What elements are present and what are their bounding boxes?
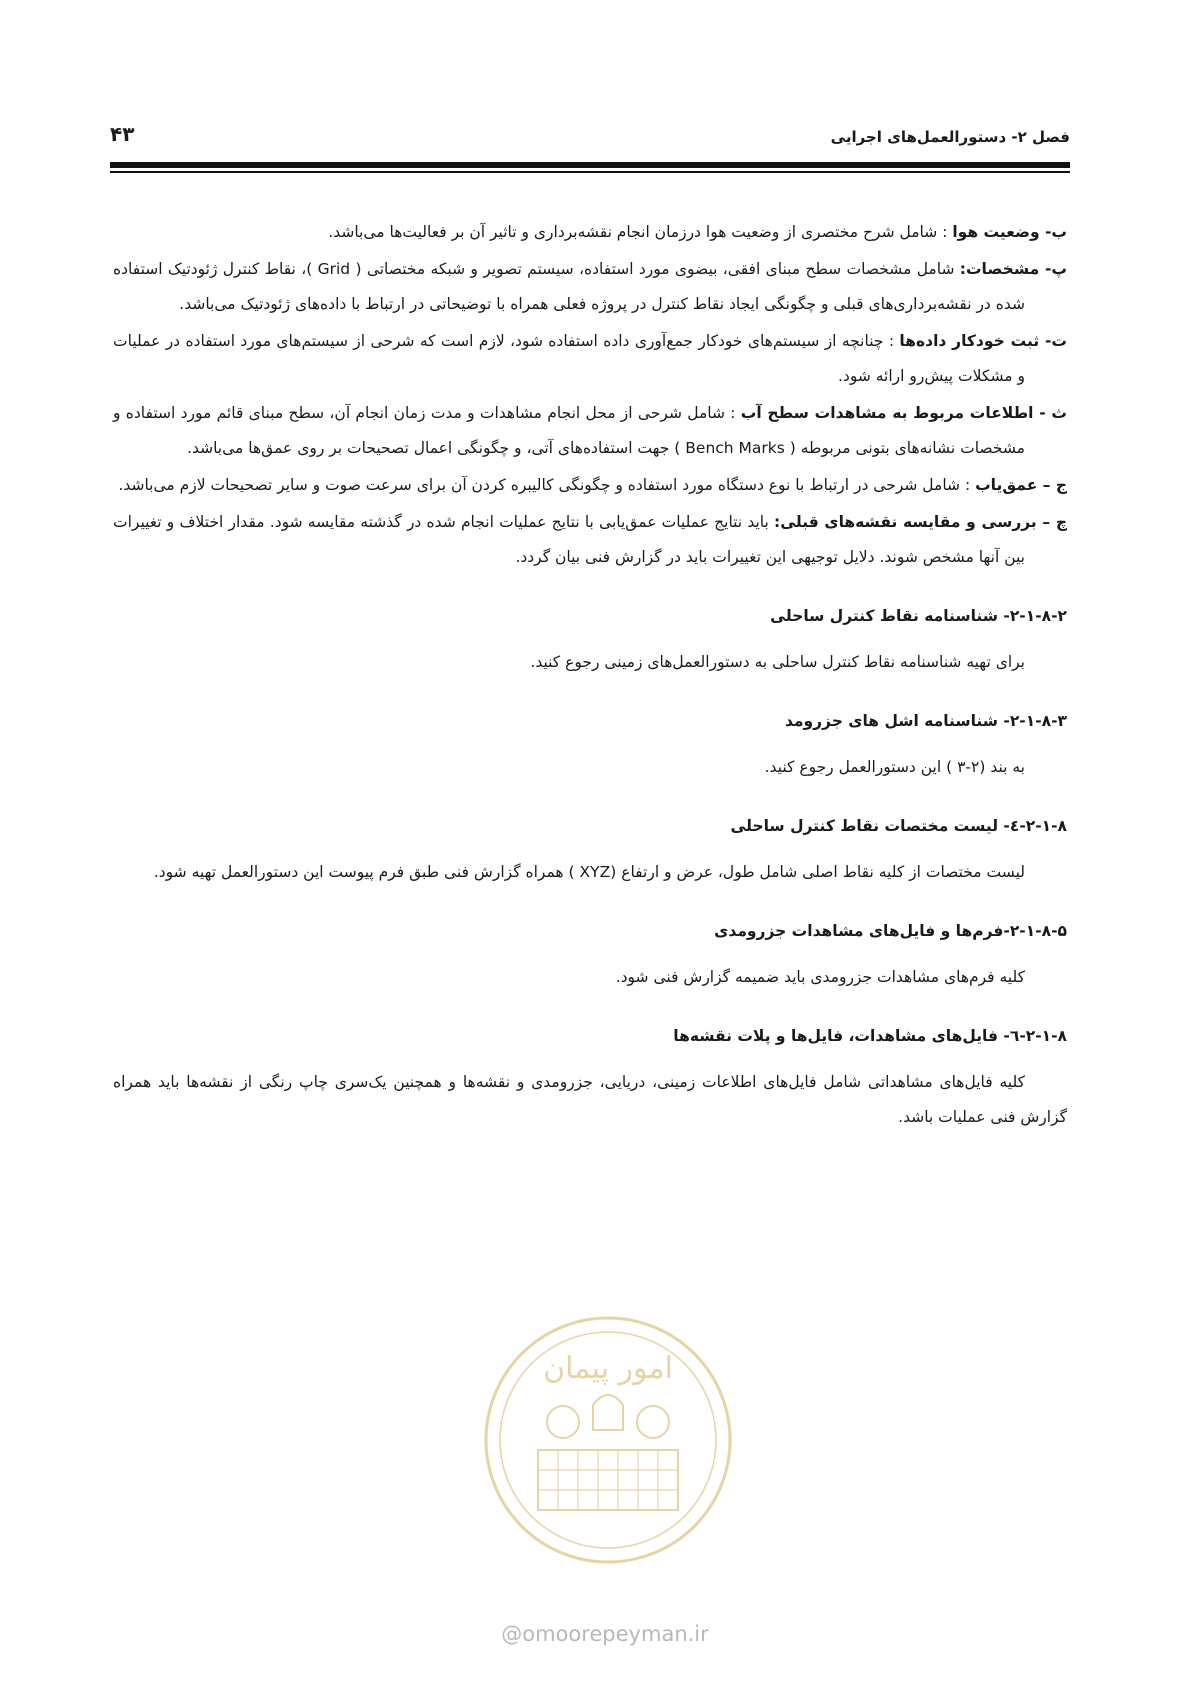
list-item [113,505,1067,575]
header-rule-thin [110,171,1070,173]
section-heading: ۲-۱-۸-۳- شناسنامه اشل های جزرومد [784,712,1067,730]
item-text: شامل شرح مختصری از وضعیت هوا درزمان انجام نقشه‌برداری و تاثیر آن بر فعالیت‌ها می‌باشد. [328,223,938,241]
section-heading: ۲-۱-۸-۲- شناسنامه نقاط کنترل ساحلی [770,607,1067,625]
item-term: ث - اطلاعات مربوط به مشاهدات سطح آب [740,404,1067,422]
list-item: ب- وضعیت هوا : شامل شرح مختصری از وضعیت هوا درزمان انجام نقشه‌برداری و تاثیر آن بر فعالیت‌ها می‌باشد. [328,223,1067,241]
section-heading: ۲-۱-۸-٤- لیست مختصات نقاط کنترل ساحلی [730,817,1067,835]
item-text: شامل مشخصات سطح مبنای افقی، بیضوی مورد استفاده، سیستم تصویر و شبکه مختصاتی ( Grid )، نقاط کنترل ژئودتیک استفاده شده در نقشه‌برداری‌های قبلی و چگونگی ایجاد نقاط کنترل در پروژه فعلی همراه با توضیحاتی در ارتباط با داده‌های ژئودتیک می‌باشد. [113,260,1025,313]
svg-text:امور پیمان: امور پیمان [543,1351,673,1386]
list-item: ث - اطلاعات مربوط به مشاهدات سطح آب : شامل شرحی از محل انجام مشاهدات و مدت زمان انجام آن، سطح مبنای قائم مورد استفاده و مشخصات نشانه‌های بتونی مربوطه ( Bench Marks ) جهت استفاده‌های آتی، و چگونگی اعمال تصحیحات بر روی عمق‌ها می‌باشد. [113,404,1067,457]
list-item: ج – عمق‌یاب : شامل شرحی در ارتباط با نوع دستگاه مورد استفاده و چگونگی کالیبره کردن آن برای سرعت صوت و سایر تصحیحات لازم می‌باشد. [118,476,1067,494]
section-body: کلیه فرم‌های مشاهدات جزرومدی باید ضمیمه گزارش فنی شود. [615,968,1025,986]
item-term: ج – عمق‌یاب [975,476,1067,494]
page-header [110,122,1070,158]
page-number: ۴۳ [110,122,135,146]
page-content [113,215,1067,1135]
item-term: پ- مشخصات: [959,260,1067,278]
item-term: چ – بررسی و مقایسه نقشه‌های قبلی: [774,513,1067,531]
item-term: ت- ثبت خودکار داده‌ها [899,332,1067,350]
item-text: باید نتایج عملیات عمق‌یابی با نتایج عملیات انجام شده در گذشته مقایسه شود. مقدار اختلاف و تغییرات بین آنها مشخص شوند. دلایل توجیهی این تغییرات باید در گزارش فنی بیان گردد. [113,513,1025,566]
header-rule-thick [110,162,1070,168]
watermark-logo-icon [478,1310,738,1570]
item-text: چنانچه از سیستم‌های خودکار جمع‌آوری داده استفاده شود، لازم است که شرحی از سیستم‌های مورد استفاده در عملیات و مشکلات پیش‌رو ارائه شود. [113,332,1025,385]
item-term: ب- وضعیت هوا [952,223,1067,241]
item-text: شامل شرحی در ارتباط با نوع دستگاه مورد استفاده و چگونگی کالیبره کردن آن برای سرعت صوت و سایر تصحیحات لازم می‌باشد. [118,476,961,494]
list-item [113,252,1067,322]
section-body: لیست مختصات از کلیه نقاط اصلی شامل طول، عرض و ارتفاع (XYZ ) همراه گزارش فنی طبق فرم پیوست این دستورالعمل تهیه شود. [153,863,1025,881]
section-heading: ۲-۱-۸-٦- فایل‌های مشاهدات، فایل‌ها و پلات نقشه‌ها [673,1027,1067,1045]
section-body: به بند (۲-۳ ) این دستورالعمل رجوع کنید. [764,758,1025,776]
section-body: برای تهیه شناسنامه نقاط کنترل ساحلی به دستورالعمل‌های زمینی رجوع کنید. [530,653,1025,671]
section-heading: ۲-۱-۸-۵-فرم‌ها و فایل‌های مشاهدات جزرومدی [714,922,1067,940]
item-text: شامل شرحی از محل انجام مشاهدات و مدت زمان انجام آن، سطح مبنای قائم مورد استفاده و مشخصات نشانه‌های بتونی مربوطه ( Bench Marks ) جهت استفاده‌های آتی، و چگونگی اعمال تصحیحات بر روی عمق‌ها می‌باشد. [113,404,1025,457]
section-body: کلیه فایل‌های مشاهداتی شامل فایل‌های اطلاعات زمینی، دریایی، جزرومدی و نقشه‌ها و همچنین یک‌سری چاپ رنگی از نقشه‌ها باید همراه گزارش فنی عملیات باشد. [113,1073,1067,1126]
chapter-title: فصل ۲- دستورالعمل‌های اجرایی [830,128,1070,146]
watermark-site: @omoorepeyman.ir [501,1622,709,1646]
list-item: ت- ثبت خودکار داده‌ها : چنانچه از سیستم‌های خودکار جمع‌آوری داده استفاده شود، لازم است که شرحی از سیستم‌های مورد استفاده در عملیات و مشکلات پیش‌رو ارائه شود. [113,332,1067,385]
